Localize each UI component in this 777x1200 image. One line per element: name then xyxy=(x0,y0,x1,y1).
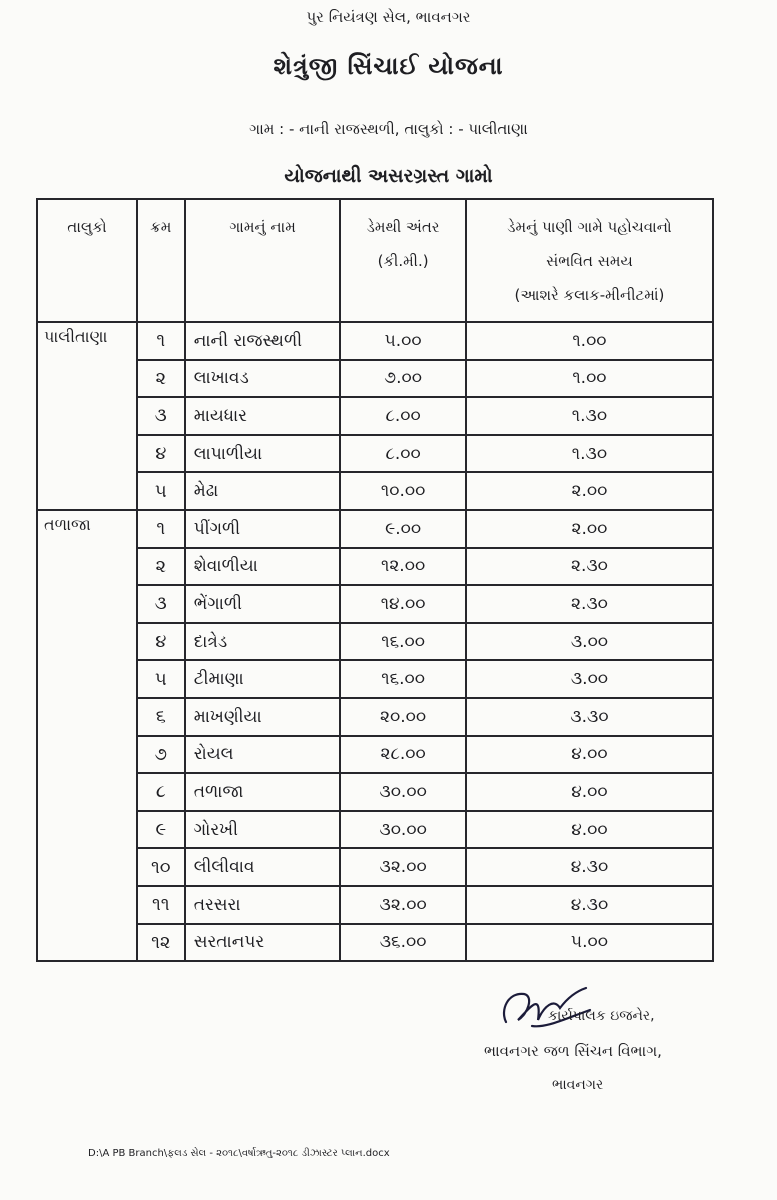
footer-file-path: D:\A PB Branch\ફલડ સેલ - ૨૦૧૮\વર્ષાઋતુ-૨૦૧૮ ડીઝાસ્ટર પ્લાન.docx xyxy=(88,1148,390,1159)
table-row xyxy=(37,397,713,435)
village-name-cell: લાપાળીયા xyxy=(185,435,341,473)
time-cell: ૨.૦૦ xyxy=(466,472,713,510)
distance-cell: ૧૬.૦૦ xyxy=(340,660,466,698)
table-row xyxy=(37,510,713,548)
village-name-cell: સરતાનપર xyxy=(185,924,341,962)
kram-cell: ૫ xyxy=(137,472,185,510)
time-cell: ૪.૦૦ xyxy=(466,811,713,849)
table-row xyxy=(37,548,713,586)
table-row xyxy=(37,472,713,510)
distance-cell: ૫.૦૦ xyxy=(340,322,466,360)
village-name-cell: મેઢા xyxy=(185,472,341,510)
time-cell: ૪.૦૦ xyxy=(466,773,713,811)
table-body xyxy=(37,322,713,961)
village-name-cell: તળાજા xyxy=(185,773,341,811)
village-name-cell: લીલીવાવ xyxy=(185,848,341,886)
distance-cell: ૩૦.૦૦ xyxy=(340,773,466,811)
kram-cell: ૧૧ xyxy=(137,886,185,924)
table-row xyxy=(37,736,713,774)
village-name-cell: ભેંગાળી xyxy=(185,585,341,623)
time-cell: ૪.૩૦ xyxy=(466,848,713,886)
signature-city: ભાવનગર xyxy=(552,1077,604,1093)
table-row xyxy=(37,623,713,661)
distance-cell: ૭.૦૦ xyxy=(340,360,466,398)
village-name-cell: લાખાવડ xyxy=(185,360,341,398)
kram-cell: ૨ xyxy=(137,360,185,398)
kram-cell: ૨ xyxy=(137,548,185,586)
time-cell: ૨.૦૦ xyxy=(466,510,713,548)
table-row xyxy=(37,811,713,849)
col-header-distance: ડેમથી અંતર (કી.મી.) xyxy=(340,199,466,322)
kram-cell: ૬ xyxy=(137,698,185,736)
village-name-cell: રોયલ xyxy=(185,736,341,774)
village-name-cell: તરસરા xyxy=(185,886,341,924)
col-header-time: ડેમનું પાણી ગામે પહોચવાનો સંભવિત સમય (આશરે કલાક-મીનીટમાં) xyxy=(466,199,713,322)
distance-cell: ૯.૦૦ xyxy=(340,510,466,548)
village-taluka-line: ગામ : - નાની રાજસ્થળી, તાલુકો : - પાલીતાણા xyxy=(249,120,528,138)
kram-cell: ૩ xyxy=(137,397,185,435)
time-cell: ૧.૦૦ xyxy=(466,360,713,398)
village-name-cell: માયધાર xyxy=(185,397,341,435)
distance-cell: ૨૮.૦૦ xyxy=(340,736,466,774)
table-row xyxy=(37,886,713,924)
signature-designation: કાર્યપાલક ઇજનેર, xyxy=(548,1008,655,1024)
time-cell: ૨.૩૦ xyxy=(466,585,713,623)
kram-cell: ૩ xyxy=(137,585,185,623)
table-row xyxy=(37,773,713,811)
table-row xyxy=(37,924,713,962)
distance-cell: ૮.૦૦ xyxy=(340,435,466,473)
kram-cell: ૪ xyxy=(137,623,185,661)
kram-cell: ૫ xyxy=(137,660,185,698)
time-cell: ૧.૩૦ xyxy=(466,397,713,435)
taluka-cell: તળાજા xyxy=(37,510,137,961)
village-name-cell: દાત્રેડ xyxy=(185,623,341,661)
time-cell: ૩.૦૦ xyxy=(466,623,713,661)
table-row xyxy=(37,585,713,623)
table-row xyxy=(37,698,713,736)
taluka-cell: પાલીતાણા xyxy=(37,322,137,510)
distance-cell: ૧૨.૦૦ xyxy=(340,548,466,586)
village-name-cell: શેવાળીયા xyxy=(185,548,341,586)
table-row xyxy=(37,322,713,360)
col-header-kram: ક્રમ xyxy=(137,199,185,322)
village-name-cell: માખણીયા xyxy=(185,698,341,736)
time-cell: ૪.૦૦ xyxy=(466,736,713,774)
scheme-title: શેત્રુંજી સિંચાઈ યોજના xyxy=(273,52,504,80)
village-name-cell: નાની રાજસ્થળી xyxy=(185,322,341,360)
table-row xyxy=(37,360,713,398)
kram-cell: ૭ xyxy=(137,736,185,774)
village-name-cell: પીંગળી xyxy=(185,510,341,548)
distance-cell: ૩૨.૦૦ xyxy=(340,886,466,924)
kram-cell: ૮ xyxy=(137,773,185,811)
table-row xyxy=(37,435,713,473)
time-cell: ૫.૦૦ xyxy=(466,924,713,962)
distance-cell: ૩૦.૦૦ xyxy=(340,811,466,849)
signature-department: ભાવનગર જળ સિંચન વિભાગ, xyxy=(484,1042,662,1060)
kram-cell: ૧૨ xyxy=(137,924,185,962)
table-row xyxy=(37,848,713,886)
time-cell: ૧.૩૦ xyxy=(466,435,713,473)
village-name-cell: ટીમાણા xyxy=(185,660,341,698)
affected-villages-table xyxy=(36,198,714,962)
col-header-taluka: તાલુકો xyxy=(37,199,137,322)
kram-cell: ૧ xyxy=(137,322,185,360)
kram-cell: ૧૦ xyxy=(137,848,185,886)
kram-cell: ૪ xyxy=(137,435,185,473)
distance-cell: ૮.૦૦ xyxy=(340,397,466,435)
distance-cell: ૩૬.૦૦ xyxy=(340,924,466,962)
distance-cell: ૧૦.૦૦ xyxy=(340,472,466,510)
kram-cell: ૯ xyxy=(137,811,185,849)
distance-cell: ૩૨.૦૦ xyxy=(340,848,466,886)
distance-cell: ૧૪.૦૦ xyxy=(340,585,466,623)
distance-cell: ૨૦.૦૦ xyxy=(340,698,466,736)
header-row xyxy=(37,199,713,322)
kram-cell: ૧ xyxy=(137,510,185,548)
time-cell: ૨.૩૦ xyxy=(466,548,713,586)
col-header-village-name: ગામનું નામ xyxy=(185,199,341,322)
affected-villages-subtitle: યોજનાથી અસરગ્રસ્ત ગામો xyxy=(284,165,493,187)
table-header xyxy=(37,199,713,322)
office-heading: પુર નિયંત્રણ સેલ, ભાવનગર xyxy=(306,8,471,26)
time-cell: ૪.૩૦ xyxy=(466,886,713,924)
time-cell: ૧.૦૦ xyxy=(466,322,713,360)
table-row xyxy=(37,660,713,698)
distance-cell: ૧૬.૦૦ xyxy=(340,623,466,661)
time-cell: ૩.૩૦ xyxy=(466,698,713,736)
village-name-cell: ગોરખી xyxy=(185,811,341,849)
time-cell: ૩.૦૦ xyxy=(466,660,713,698)
